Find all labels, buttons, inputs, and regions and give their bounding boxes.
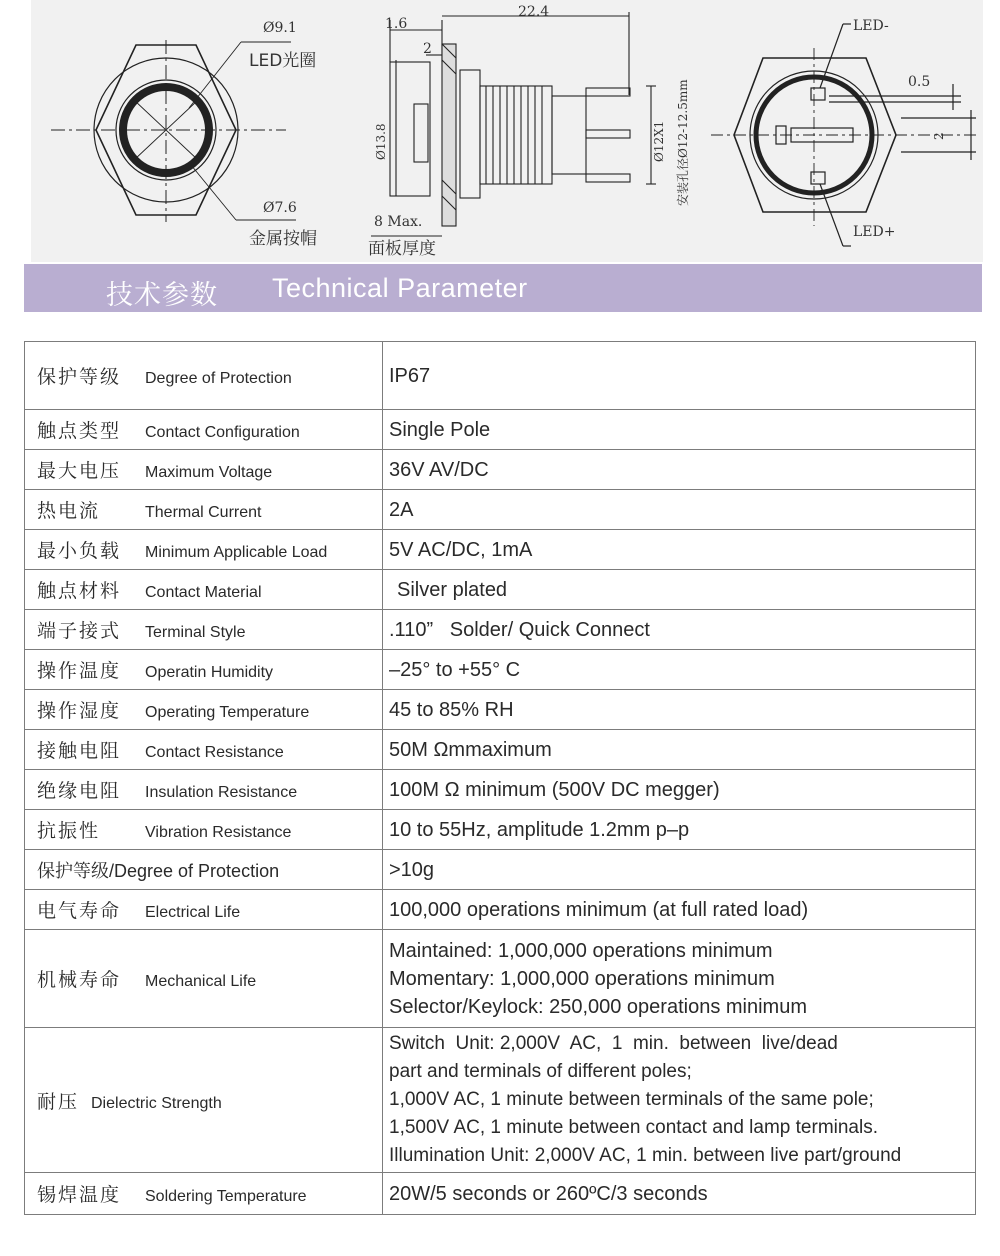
table-row xyxy=(25,730,976,770)
param-value xyxy=(383,890,976,930)
param-label xyxy=(25,770,383,810)
param-name-en: Minimum Applicable Load xyxy=(145,544,328,561)
table-row xyxy=(25,490,976,530)
param-name-cn: 热电流 xyxy=(37,500,101,522)
value-line: 2A xyxy=(389,498,414,521)
value-line: >10g xyxy=(389,858,435,881)
value-line: IP67 xyxy=(389,364,431,387)
param-label xyxy=(25,530,383,570)
param-name-en: Dielectric Strength xyxy=(91,1094,222,1112)
value-line: .110” Solder/ Quick Connect xyxy=(389,618,650,641)
side-dim-gap: 2 xyxy=(423,41,432,57)
param-name-cn: 保护等级 xyxy=(37,366,122,388)
table-row xyxy=(25,1173,976,1215)
side-dim-flange: 1.6 xyxy=(385,16,408,32)
value-line: Illumination Unit: 2,000V AC, 1 min. between live part/ground xyxy=(389,1145,902,1166)
param-label xyxy=(25,1028,383,1173)
value-line: –25° to +55° C xyxy=(389,658,521,681)
table-row xyxy=(25,930,976,1028)
param-label xyxy=(25,810,383,850)
side-dim-top: 22.4 xyxy=(518,4,550,20)
param-name-cn: 触点材料 xyxy=(37,580,122,602)
side-dim-thread: Ø12X1 xyxy=(652,120,666,162)
param-name-en: Terminal Style xyxy=(145,624,246,641)
param-value xyxy=(383,810,976,850)
table-row xyxy=(25,850,976,890)
value-line: 50M Ωmmaximum xyxy=(389,738,552,761)
front-dim-inner: Ø7.6 xyxy=(263,200,297,216)
param-label xyxy=(25,690,383,730)
value-line: Selector/Keylock: 250,000 operations minimum xyxy=(389,995,807,1018)
param-name-cn: 最小负载 xyxy=(37,540,122,562)
value-line: 10 to 55Hz, amplitude 1.2mm p–p xyxy=(389,818,690,841)
param-value xyxy=(383,930,976,1028)
param-name-cn: 端子接式 xyxy=(37,620,122,642)
front-label-ring: LED光圈 xyxy=(249,51,317,71)
param-label xyxy=(25,1173,383,1215)
param-value xyxy=(383,342,976,410)
value-line: Silver plated xyxy=(397,578,508,601)
table-row xyxy=(25,810,976,850)
param-value xyxy=(383,770,976,810)
table-row xyxy=(25,450,976,490)
table-row xyxy=(25,610,976,650)
rear-label-led-minus: LED- xyxy=(853,18,889,34)
front-dim-outer: Ø9.1 xyxy=(263,20,297,36)
param-name-en: Contact Configuration xyxy=(145,424,300,441)
param-value xyxy=(383,410,976,450)
param-name-cn: 触点类型 xyxy=(37,420,122,442)
table-row xyxy=(25,410,976,450)
technical-drawings xyxy=(31,0,983,262)
param-label xyxy=(25,410,383,450)
param-name-cn: 锡焊温度 xyxy=(37,1184,122,1206)
param-label xyxy=(25,490,383,530)
param-value xyxy=(383,570,976,610)
banner-title-en: Technical Parameter xyxy=(272,273,528,303)
value-line: 100,000 operations minimum (at full rated load) xyxy=(389,898,809,921)
dimension-drawing xyxy=(31,0,983,262)
value-line: 5V AC/DC, 1mA xyxy=(389,538,533,561)
param-name-en: Mechanical Life xyxy=(145,973,257,990)
front-label-cap: 金属按帽 xyxy=(249,229,317,249)
section-banner xyxy=(24,264,982,312)
side-view xyxy=(371,12,656,236)
value-line: part and terminals of different poles; xyxy=(389,1061,692,1082)
param-value xyxy=(383,650,976,690)
param-name-cn: 抗振性 xyxy=(37,820,101,842)
param-label xyxy=(25,570,383,610)
param-name-cn: 最大电压 xyxy=(37,460,122,482)
side-dim-panel: 8 Max. xyxy=(374,214,423,230)
param-name-cn: 接触电阻 xyxy=(37,740,122,762)
param-label xyxy=(25,610,383,650)
param-value xyxy=(383,690,976,730)
value-line: Single Pole xyxy=(389,418,491,441)
param-name-en: Maximum Voltage xyxy=(145,464,273,481)
table-row xyxy=(25,690,976,730)
table-row xyxy=(25,770,976,810)
param-value xyxy=(383,850,976,890)
param-name-en: Operatin Humidity xyxy=(145,664,274,681)
value-line: 36V AV/DC xyxy=(389,458,489,481)
param-label xyxy=(25,730,383,770)
rear-dim-width: 2 xyxy=(932,132,946,140)
param-name-cn: 操作湿度 xyxy=(37,700,122,722)
param-name-en: Contact Resistance xyxy=(145,744,284,761)
side-label-panel: 面板厚度 xyxy=(368,239,436,259)
param-name-en: Insulation Resistance xyxy=(145,784,298,801)
side-label-hole: 安装孔径Ø12-12.5mm xyxy=(676,79,690,206)
param-label xyxy=(25,450,383,490)
value-line: 45 to 85% RH xyxy=(389,698,514,721)
param-label xyxy=(25,930,383,1028)
param-name-combined: 保护等级/Degree of Protection xyxy=(37,860,280,881)
param-value xyxy=(383,730,976,770)
param-value xyxy=(383,610,976,650)
side-dim-diameter: Ø13.8 xyxy=(374,123,388,160)
table-row xyxy=(25,342,976,410)
param-label xyxy=(25,650,383,690)
param-name-en: Contact Material xyxy=(145,584,262,601)
value-line: Maintained: 1,000,000 operations minimum xyxy=(389,939,773,962)
rear-dim-pin: 0.5 xyxy=(908,74,931,90)
param-name-cn: 耐压 xyxy=(37,1090,80,1113)
table-row xyxy=(25,570,976,610)
value-line: Switch Unit: 2,000V AC, 1 min. between live/dead xyxy=(389,1033,838,1054)
param-name-cn: 机械寿命 xyxy=(37,969,122,991)
banner-title-cn: 技术参数 xyxy=(106,280,218,311)
param-name-cn: 绝缘电阻 xyxy=(37,780,122,802)
table-row xyxy=(25,890,976,930)
param-value xyxy=(383,490,976,530)
param-name-cn: 电气寿命 xyxy=(37,900,122,922)
table-row xyxy=(25,1028,976,1173)
value-line: Momentary: 1,000,000 operations minimum xyxy=(389,967,775,990)
param-label xyxy=(25,342,383,410)
param-label xyxy=(25,850,383,890)
param-value xyxy=(383,1173,976,1215)
value-line: 1,000V AC, 1 minute between terminals of the same pole; xyxy=(389,1089,874,1110)
value-line: 100M Ω minimum (500V DC megger) xyxy=(389,778,720,801)
param-name-en: Degree of Protection xyxy=(145,370,292,387)
param-value xyxy=(383,450,976,490)
param-name-en: Soldering Temperature xyxy=(145,1188,307,1205)
param-name-en: Electrical Life xyxy=(145,904,241,921)
table-row xyxy=(25,530,976,570)
rear-label-led-plus: LED+ xyxy=(853,224,896,240)
value-line: 1,500V AC, 1 minute between contact and lamp terminals. xyxy=(389,1117,878,1138)
value-line: 20W/5 seconds or 260ºC/3 seconds xyxy=(389,1182,708,1205)
param-name-en: Vibration Resistance xyxy=(145,824,292,841)
parameter-table xyxy=(24,341,976,1215)
param-label xyxy=(25,890,383,930)
param-name-en: Operating Temperature xyxy=(145,704,310,721)
param-name-cn: 操作温度 xyxy=(37,660,122,682)
param-value xyxy=(383,1028,976,1173)
param-name-en: Thermal Current xyxy=(145,504,262,521)
param-value xyxy=(383,530,976,570)
table-row xyxy=(25,650,976,690)
